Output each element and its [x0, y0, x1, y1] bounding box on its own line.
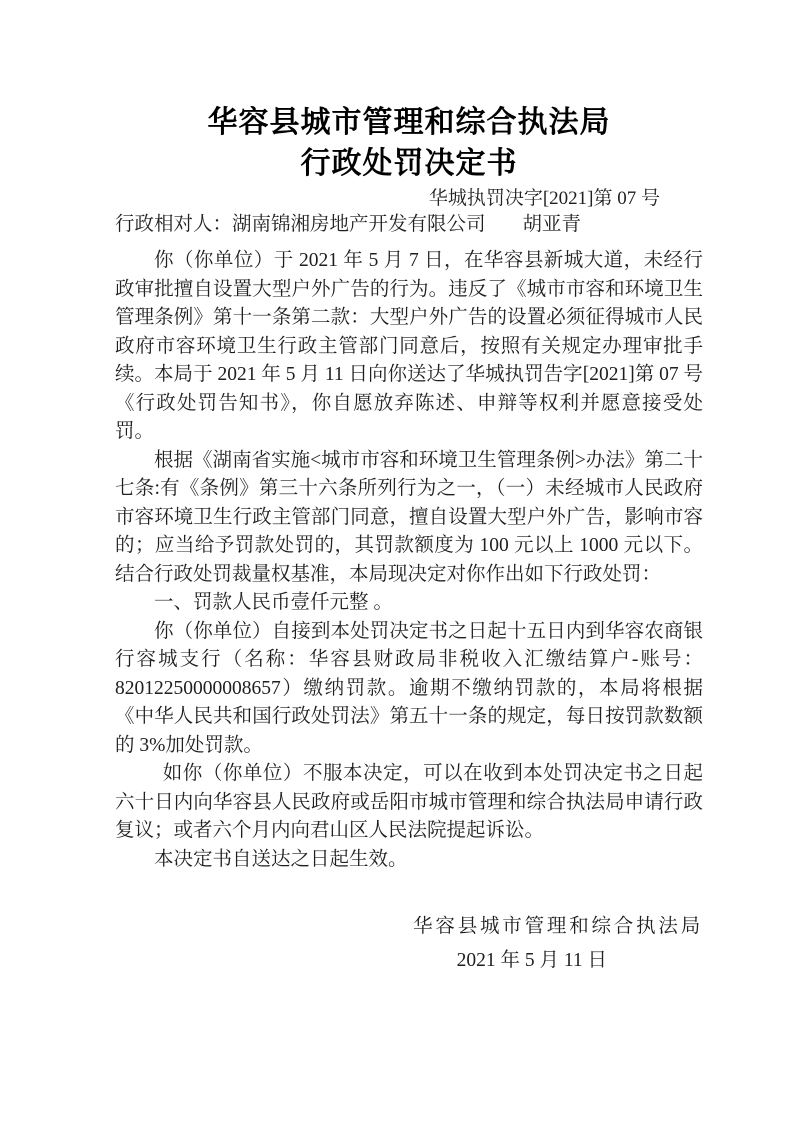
document-title-line1: 华容县城市管理和综合执法局 — [207, 105, 611, 140]
document-title-line2: 行政处罚决定书 — [300, 146, 518, 181]
paragraph-payment-instructions: 你（你单位）自接到本处罚决定书之日起十五日内到华容农商银行容城支行（名称：华容县财政局非税收入汇缴结算户-账号：82012250000008657）缴纳罚款。逾期不缴纳罚款的，本局将根据《中华人民共和国行政处罚法》第五十一条的规定，每日按罚款数额的 3%加处罚款。 — [115, 620, 703, 756]
recipient-person: 胡亚青 — [522, 214, 582, 235]
paragraph-penalty-decision: 一、罚款人民币壹仟元整 。 — [154, 592, 393, 613]
recipient-company: 湖南锦湘房地产开发有限公司 — [232, 214, 486, 235]
paragraph-effective-date: 本决定书自送达之日起生效。 — [154, 848, 408, 870]
signature-block — [115, 913, 703, 975]
recipient-label: 行政相对人： — [115, 214, 233, 235]
recipient-line — [115, 211, 703, 239]
paragraph-appeal-rights: 如你（你单位）不服本决定，可以在收到本处罚决定书之日起六十日内向华容县人民政府或岳阳市城市管理和综合执法局申请行政复议；或者六个月内向君山区人民法院提起诉讼。 — [115, 763, 703, 841]
paragraph-legal-basis: 根据《湖南省实施<城市市容和环境卫生管理条例>办法》第二十七条:有《条例》第三十六条所列行为之一，（一）未经城市人民政府市容环境卫生行政主管部门同意，擅自设置大型户外广告，影响市容的；应当给予罚款处罚的，其罚款额度为 100 元以上 1000 元以下。结合行政处罚裁量权基准，本局现决定对你作出如下行政处罚： — [115, 449, 703, 585]
document-body — [115, 247, 703, 874]
signature-issuer: 华容县城市管理和综合执法局 — [413, 916, 703, 937]
paragraph-violation-facts: 你（你单位）于 2021 年 5 月 7 日，在华容县新城大道，未经行政审批擅自设置大型户外广告的行为。违反了《城市市容和环境卫生管理条例》第十一条第二款：大型户外广告的设置必须征得城市人民政府市容环境卫生行政主管部门同意后，按照有关规定办理审批手续。本局于 2021 年 5 月 11 日向你送达了华城执罚告字[2021]第 07 号《行政处罚告知书》，你自愿放弃陈述、申辩等权利并愿意接受处罚。 — [115, 250, 703, 442]
document-number: 华城执罚决字[2021]第 07 号 — [428, 188, 660, 209]
signature-date: 2021 年 5 月 11 日 — [456, 950, 607, 971]
